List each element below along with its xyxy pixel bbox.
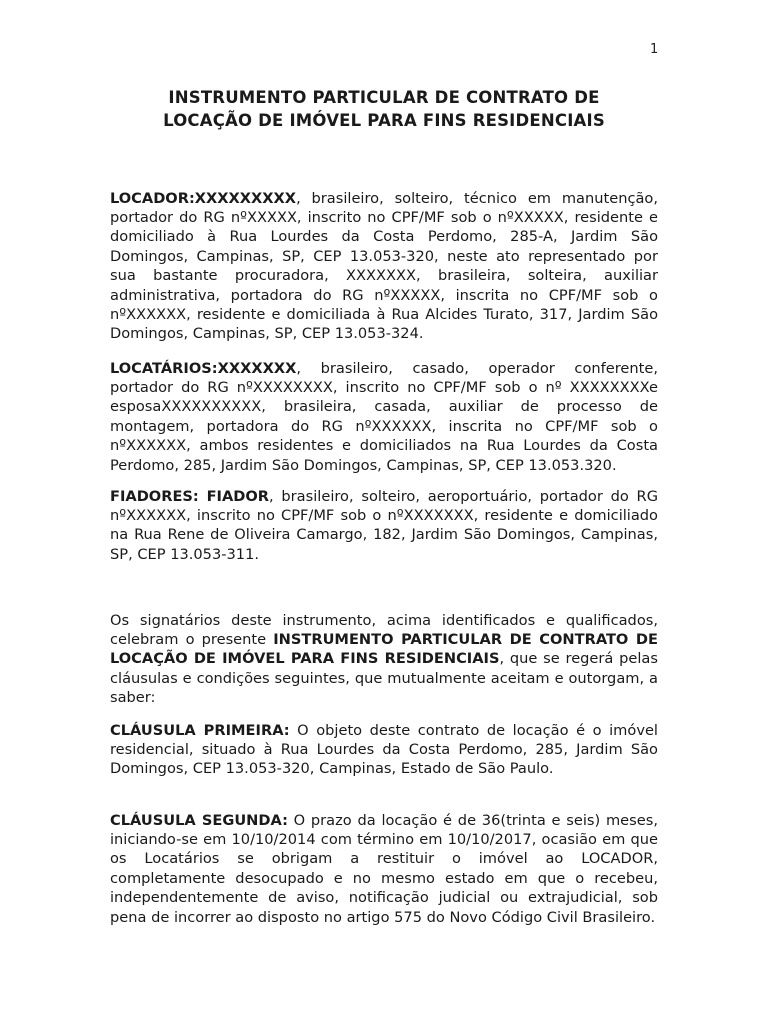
title-line-1: INSTRUMENTO PARTICULAR DE CONTRATO DE xyxy=(168,88,600,107)
intro-contract-title: INSTRUMENTO PARTICULAR DE CONTRATO DE LOCAÇÃO DE IMÓVEL PARA FINS RESIDENCIAIS xyxy=(110,631,658,668)
clausula-primeira-paragraph xyxy=(110,721,658,779)
intro-text-before: Os signatários deste instrumento, acima identificados e qualificados, celebram o presente xyxy=(110,611,658,648)
intro-text-after: , que se regerá pelas cláusulas e condições seguintes, que mutualmente aceitam e outorgam, a saber: xyxy=(110,650,658,707)
clausula-segunda-paragraph xyxy=(110,811,658,927)
fiadores-name: FIADOR xyxy=(206,487,270,505)
locatarios-text: , brasileiro, casado, operador conferente, portador do RG nºXXXXXXXX, inscrito no CPF/MF sob o nº XXXXXXXXe esposaXXXXXXXXXX, brasileira, casada, auxiliar de processo de montagem, portadora do RG nºXXXXXX, inscrita no CPF/MF sob o nºXXXXXX, ambos residentes e domiciliados na Rua Lourdes da Costa Perdomo, 285, Jardim São Domingos, Campinas, SP, CEP 13.053.320. xyxy=(110,359,658,474)
clausula-segunda-text: O prazo da locação é de 36(trinta e seis) meses, iniciando-se em 10/10/2014 com término em 10/10/2017, ocasião em que os Locatários se obrigam a restituir o imóvel ao LOCADOR, completamente desocupado e no mesmo estado em que o recebeu, independentemente de aviso, notificação judicial ou extrajudicial, sob pena de incorrer ao disposto no artigo 575 do Novo Código Civil Brasileiro. xyxy=(110,811,658,926)
clausula-segunda-label: CLÁUSULA SEGUNDA: xyxy=(110,811,288,829)
fiadores-paragraph xyxy=(110,487,658,565)
locatarios-label: LOCATÁRIOS: xyxy=(110,359,218,377)
locador-name: XXXXXXXXX xyxy=(194,189,297,207)
intro-paragraph xyxy=(110,611,658,708)
locador-label: LOCADOR: xyxy=(110,189,195,207)
fiadores-label: FIADORES: xyxy=(110,487,199,505)
document-title xyxy=(110,86,658,132)
clausula-primeira-text: O objeto deste contrato de locação é o imóvel residencial, situado à Rua Lourdes da Costa Perdomo, 285, Jardim São Domingos, CEP 13.053-320, Campinas, Estado de São Paulo. xyxy=(110,721,658,778)
locatarios-name: XXXXXXX xyxy=(217,359,297,377)
clausula-primeira-label: CLÁUSULA PRIMEIRA: xyxy=(110,721,290,739)
locador-paragraph xyxy=(110,189,658,344)
locatarios-paragraph xyxy=(110,359,658,475)
title-line-2: LOCAÇÃO DE IMÓVEL PARA FINS RESIDENCIAIS xyxy=(163,111,605,130)
locador-text: , brasileiro, solteiro, técnico em manutenção, portador do RG nºXXXXX, inscrito no CPF/MF sob o nºXXXXX, residente e domiciliado à Rua Lourdes da Costa Perdomo, 285-A, Jardim São Domingos, Campinas, SP, CEP 13.053-320, neste ato representado por sua bastante procuradora, XXXXXXX, brasileira, solteira, auxiliar administrativa, portadora do RG nºXXXXX, inscrita no CPF/MF sob o nºXXXXXX, residente e domiciliada à Rua Alcides Turato, 317, Jardim São Domingos, Campinas, SP, CEP 13.053-324. xyxy=(110,189,658,343)
page-number: 1 xyxy=(650,42,659,57)
fiadores-text: , brasileiro, solteiro, aeroportuário, portador do RG nºXXXXXX, inscrito no CPF/MF sob o nºXXXXXXX, residente e domiciliado na Rua Rene de Oliveira Camargo, 182, Jardim São Domingos, Campinas, SP, CEP 13.053-311. xyxy=(110,487,659,563)
